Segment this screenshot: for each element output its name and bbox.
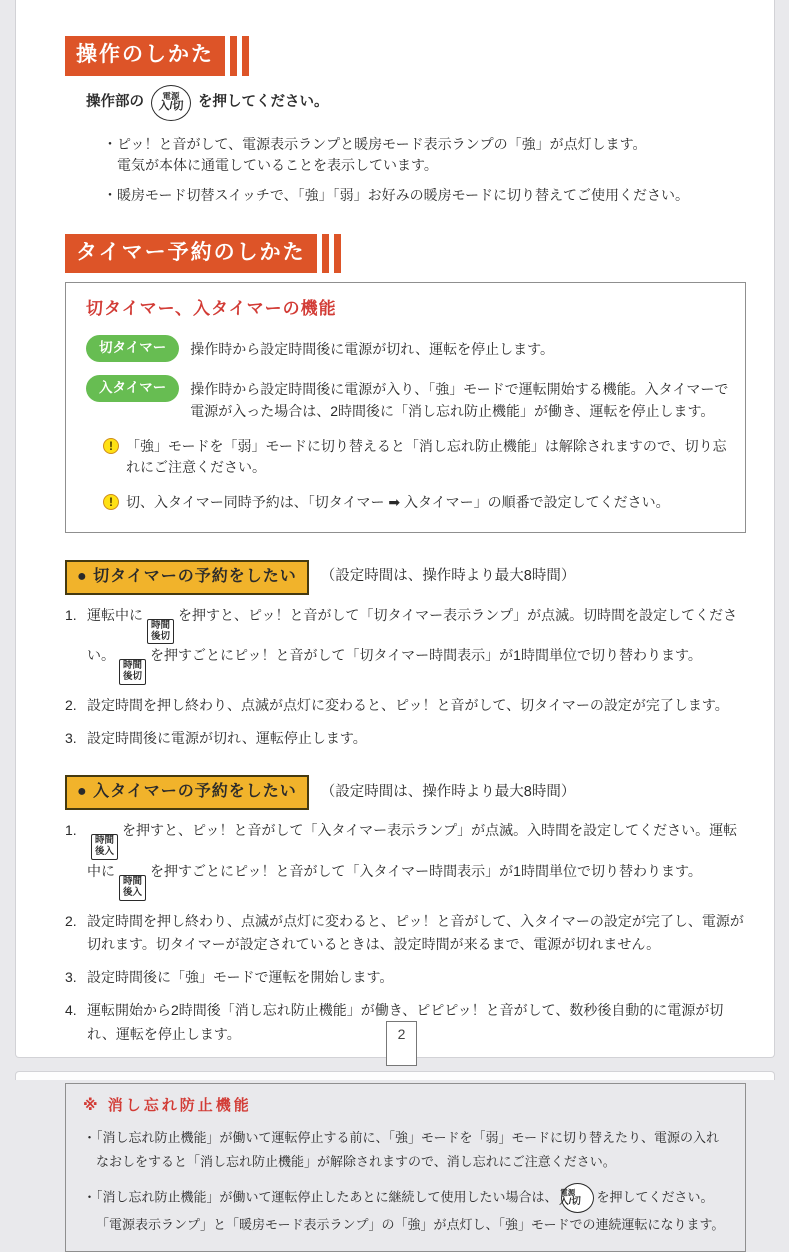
prevention-box-title: ※ 消し忘れ防止機能 <box>83 1096 252 1114</box>
off-timer-button-icon <box>147 619 174 645</box>
prevention-note-segment: ・「消し忘れ防止機能」が働いて運転停止したあとに継続して使用したい場合は、 <box>83 1189 558 1205</box>
manual-page <box>15 0 775 1233</box>
step-number: 3. <box>65 969 77 986</box>
bullet-item: ・ピッ！と音がして、電源表示ランプと暖房モード表示ランプの「強」が点灯します。 <box>103 135 647 152</box>
on-timer-button-bottom-label: 後入 <box>123 886 143 898</box>
operation-bullets <box>103 134 746 206</box>
off-timer-steps <box>65 604 746 751</box>
step-item <box>65 694 746 718</box>
warning-icon: ! <box>103 494 119 510</box>
step-text: 設定時間後に「強」モードで運転を開始します。 <box>87 969 394 986</box>
on-timer-steps <box>65 819 746 1047</box>
off-timer-heading-row <box>65 560 746 595</box>
step-text: 設定時間を押し終わり、点滅が点灯に変わると、ピッ！と音がして、入タイマーの設定が完了し、電源が切れます。切タイマーが設定されているときは、設定時間が来るまで、電源が切れません。 <box>87 912 744 953</box>
power-instruction-line <box>86 85 746 121</box>
step-number: 3. <box>65 730 77 747</box>
step-text: 運転開始から2時間後「消し忘れ防止機能」が働き、ピピピッ！と音がして、数秒後自動的に電源が切れ、運転を停止します。 <box>87 1001 724 1042</box>
step-text <box>87 604 746 686</box>
bullet-item-continuation: 電気が本体に通電していることを表示しています。 <box>117 156 438 173</box>
off-timer-button-bottom-label: 後切 <box>151 630 171 642</box>
off-timer-badge: 切タイマー <box>86 335 179 362</box>
section-title-timer: タイマー予約のしかた <box>65 234 317 274</box>
step-item <box>65 910 746 958</box>
step-text: 設定時間後に電源が切れ、運転停止します。 <box>87 730 367 747</box>
off-timer-function-row <box>86 335 729 362</box>
step-text: 設定時間を押し終わり、点滅が点灯に変わると、ピッ！と音がして、切タイマーの設定が完了します。 <box>87 697 729 714</box>
off-timer-heading: ● 切タイマーの予約をしたい <box>65 560 309 595</box>
instruction-text-post: を押してください。 <box>198 93 329 110</box>
power-button-icon <box>151 85 191 121</box>
on-timer-button-bottom-label: 後入 <box>95 845 115 857</box>
on-timer-function-row <box>86 375 729 423</box>
prevention-note <box>83 1183 731 1237</box>
on-timer-heading: ● 入タイマーの予約をしたい <box>65 775 309 810</box>
header-accent-bar <box>230 36 237 76</box>
power-button-icon-bottom-label: 入/切 <box>158 100 184 113</box>
step-text-segment: 運転中に <box>87 821 738 879</box>
on-timer-description: 操作時から設定時間後に電源が入り、「強」モードで運転開始する機能。入タイマーで電源が入った場合は、2時間後に「消し忘れ防止機能」が働き、運転を停止します。 <box>190 380 729 420</box>
step-item <box>65 604 746 686</box>
page-number: 2 <box>386 1021 417 1066</box>
power-button-icon <box>561 1183 594 1213</box>
step-item <box>65 727 746 751</box>
on-timer-heading-note: （設定時間は、操作時より最大8時間） <box>320 783 576 800</box>
step-text <box>87 819 746 901</box>
power-button-icon-bottom-label: 入/切 <box>559 1196 581 1208</box>
caution-note-text: 「強」モードを「弱」モードに切り替えると「消し忘れ防止機能」は解除されますので、切り忘れにご注意ください。 <box>126 437 727 476</box>
step-item <box>65 966 746 990</box>
section-header-timer <box>65 234 746 274</box>
step-item <box>65 819 746 901</box>
on-timer-button-top-label: 時間 <box>123 875 143 887</box>
on-timer-heading-row <box>65 775 746 810</box>
caution-note-row <box>103 492 729 514</box>
header-accent-bar <box>334 234 341 274</box>
step-text-segment: 運転中に <box>87 606 143 623</box>
warning-icon: ! <box>103 438 119 454</box>
off-timer-button-top-label: 時間 <box>123 660 143 672</box>
timer-function-box-title: 切タイマー、入タイマーの機能 <box>86 299 337 318</box>
step-text-segment: を押すと、ピッ！と音がして「入タイマー表示ランプ」が点滅。入時間を設定してください。 <box>122 821 710 838</box>
caution-note-text: 切、入タイマー同時予約は、「切タイマー ➡ 入タイマー」の順番で設定してください。 <box>126 493 670 510</box>
on-timer-badge: 入タイマー <box>86 375 179 402</box>
next-page-edge <box>15 1071 775 1080</box>
bullet-item: ・暖房モード切替スイッチで、「強」「弱」お好みの暖房モードに切り替えてご使用ください。 <box>103 186 690 203</box>
off-timer-heading-note: （設定時間は、操作時より最大8時間） <box>320 568 576 585</box>
on-timer-button-icon <box>91 834 118 860</box>
power-button-icon-top-label: 電源 <box>560 1188 576 1198</box>
step-number: 1. <box>65 821 77 838</box>
prevention-function-box <box>65 1083 746 1252</box>
step-text-segment: を押すごとにピッ！と音がして「切タイマー時間表示」が1時間単位で切り替わります。 <box>150 647 702 664</box>
prevention-note: ・「消し忘れ防止機能」が働いて運転停止する前に、「強」モードを「弱」モードに切り替えたり、電源の入れなおしをすると「消し忘れ防止機能」が解除されますので、消し忘れにご注意ください。 <box>83 1130 719 1170</box>
caution-note-row <box>103 436 729 479</box>
section-title-operation: 操作のしかた <box>65 36 225 76</box>
step-number: 2. <box>65 912 77 929</box>
step-text-segment: を押すと、ピッ！と音がして「切タイマー表示ランプ」が点滅。切時間を設定してください。 <box>87 606 738 664</box>
instruction-text-pre: 操作部の <box>86 93 144 110</box>
timer-function-box <box>65 282 746 533</box>
on-timer-button-top-label: 時間 <box>95 834 115 846</box>
step-number: 2. <box>65 697 77 714</box>
off-timer-button-icon <box>119 659 146 685</box>
on-timer-button-icon <box>119 875 146 901</box>
header-accent-bar <box>322 234 329 274</box>
step-number: 4. <box>65 1001 77 1018</box>
section-header-operation <box>65 36 746 76</box>
off-timer-button-top-label: 時間 <box>151 619 171 631</box>
step-text-segment: を押すごとにピッ！と音がして「入タイマー時間表示」が1時間単位で切り替わります。 <box>150 862 702 879</box>
header-accent-bar <box>242 36 249 76</box>
off-timer-button-bottom-label: 後切 <box>123 671 143 683</box>
power-button-icon-top-label: 電源 <box>162 91 180 102</box>
off-timer-description: 操作時から設定時間後に電源が切れ、運転を停止します。 <box>190 340 554 357</box>
prevention-note-segment: を押してください。「電源表示ランプ」と「暖房モード表示ランプ」の「強」が点灯し、「強」モードでの連続運転になります。 <box>96 1189 725 1233</box>
step-number: 1. <box>65 606 77 623</box>
